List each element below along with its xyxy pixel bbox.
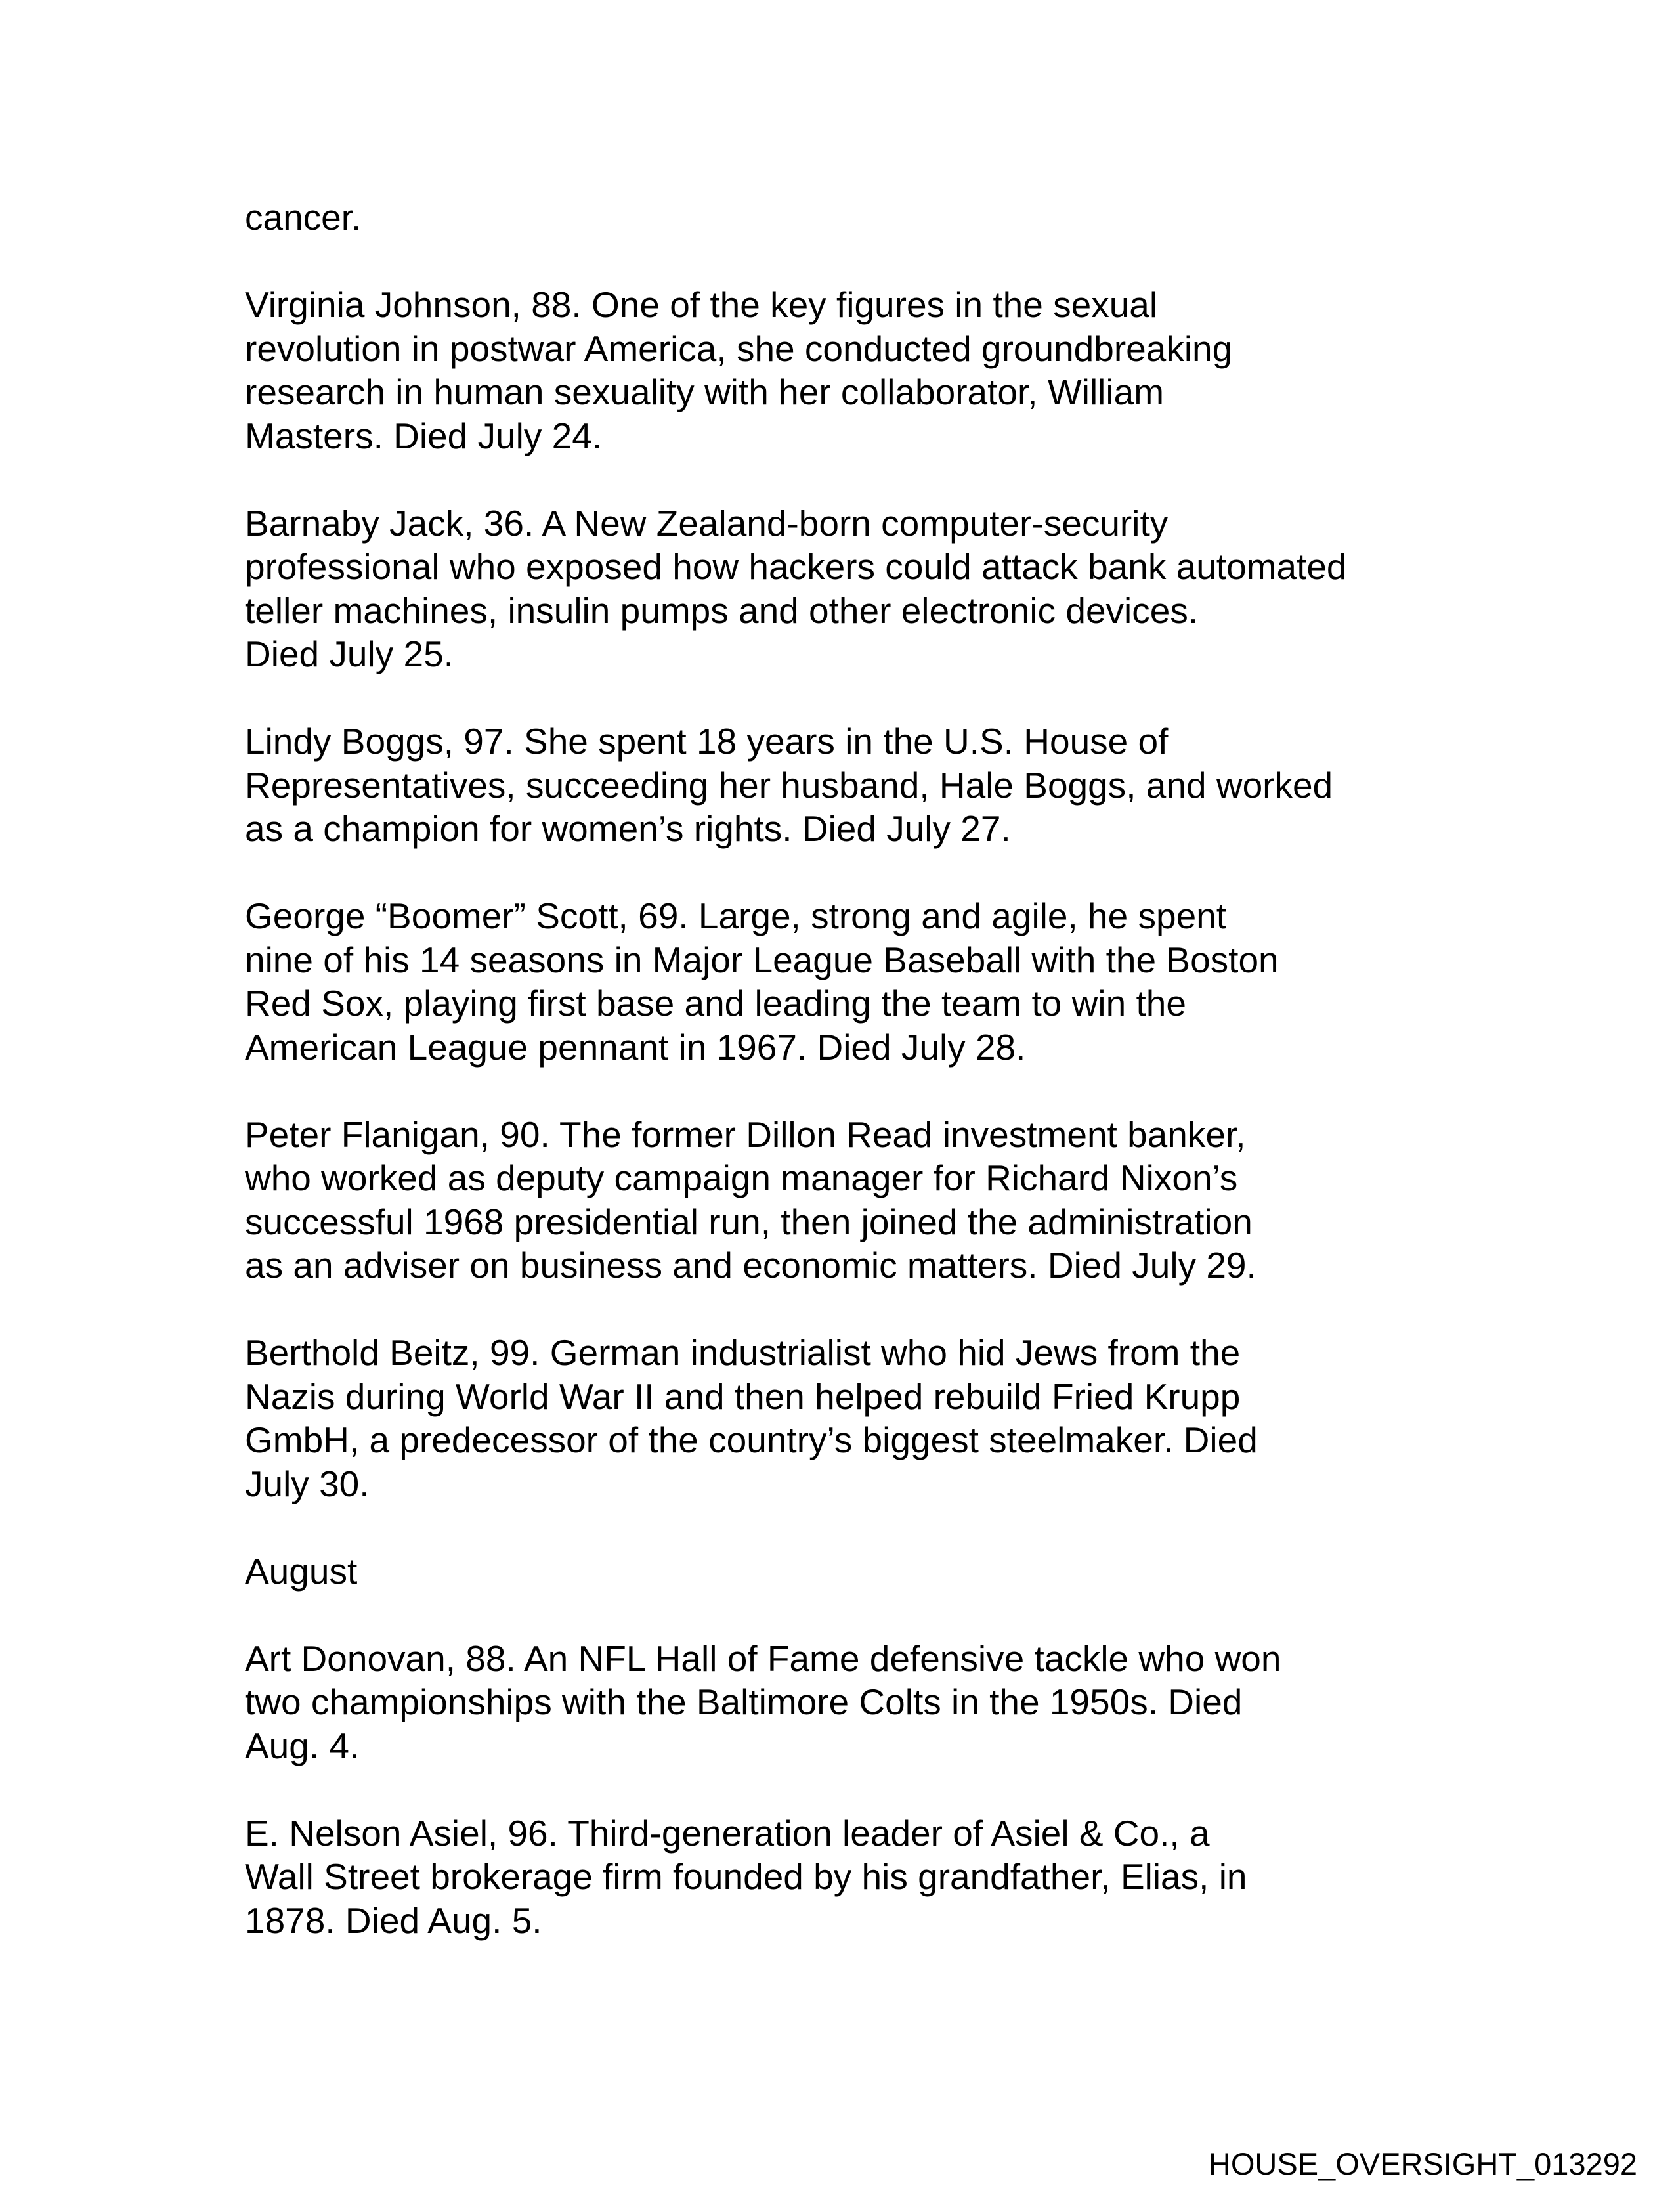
text-line: two championships with the Baltimore Colts in the 1950s. Died	[245, 1681, 1243, 1722]
text-line: July 30.	[245, 1463, 370, 1504]
text-line: professional who exposed how hackers could attack bank automated	[245, 546, 1347, 587]
text-line: Nazis during World War II and then helped rebuild Fried Krupp	[245, 1376, 1241, 1417]
text-line: successful 1968 presidential run, then joined the administration	[245, 1201, 1253, 1242]
text-line: Red Sox, playing first base and leading the team to win the	[245, 983, 1186, 1024]
paragraph-virginia-johnson	[245, 283, 1492, 458]
text-line: cancer.	[245, 197, 362, 238]
text-line: as an adviser on business and economic matters. Died July 29.	[245, 1245, 1256, 1286]
text-line: George “Boomer” Scott, 69. Large, strong and agile, he spent	[245, 896, 1227, 936]
text-line: Art Donovan, 88. An NFL Hall of Fame defensive tackle who won	[245, 1637, 1281, 1679]
paragraph-art-donovan	[245, 1637, 1492, 1768]
text-line: Died July 25.	[245, 634, 454, 674]
text-line: Berthold Beitz, 99. German industrialist who hid Jews from the	[245, 1332, 1241, 1373]
text-line: GmbH, a predecessor of the country’s biggest steelmaker. Died	[245, 1420, 1258, 1460]
paragraph-george-scott	[245, 894, 1492, 1069]
text-line: Representatives, succeeding her husband, Hale Boggs, and worked	[245, 764, 1333, 806]
text-line: revolution in postwar America, she conducted groundbreaking	[245, 328, 1233, 369]
text-line: as a champion for women’s rights. Died July 27.	[245, 808, 1011, 849]
text-line: Wall Street brokerage firm founded by his grandfather, Elias, in	[245, 1856, 1247, 1897]
text-line: Peter Flanigan, 90. The former Dillon Read investment banker,	[245, 1114, 1246, 1155]
text-line: Lindy Boggs, 97. She spent 18 years in the U.S. House of	[245, 721, 1169, 762]
text-line: research in human sexuality with her collaborator, William	[245, 372, 1165, 412]
paragraph-peter-flanigan	[245, 1113, 1492, 1288]
text-line: E. Nelson Asiel, 96. Third-generation leader of Asiel & Co., a	[245, 1812, 1210, 1854]
text-line: 1878. Died Aug. 5.	[245, 1899, 542, 1941]
paragraph-lindy-boggs	[245, 720, 1492, 851]
text-line: who worked as deputy campaign manager for Richard Nixon’s	[245, 1158, 1238, 1198]
paragraph-e-nelson-asiel	[245, 1811, 1492, 1943]
bates-number: HOUSE_OVERSIGHT_013292	[1208, 2146, 1637, 2181]
paragraph-cancer-continuation	[245, 196, 1492, 240]
text-line: Aug. 4.	[245, 1725, 360, 1766]
text-line: teller machines, insulin pumps and other electronic devices.	[245, 590, 1199, 631]
text-line: Masters. Died July 24.	[245, 415, 603, 456]
document-body	[245, 196, 1492, 1986]
section-heading-august	[245, 1550, 1492, 1594]
text-line: American League pennant in 1967. Died July 28.	[245, 1026, 1026, 1068]
text-line: Barnaby Jack, 36. A New Zealand-born computer-security	[245, 502, 1169, 544]
paragraph-berthold-beitz	[245, 1331, 1492, 1506]
text-line: Virginia Johnson, 88. One of the key figures in the sexual	[245, 284, 1158, 325]
paragraph-barnaby-jack	[245, 502, 1492, 676]
text-line: August	[245, 1550, 358, 1592]
text-line: nine of his 14 seasons in Major League Baseball with the Boston	[245, 939, 1279, 980]
